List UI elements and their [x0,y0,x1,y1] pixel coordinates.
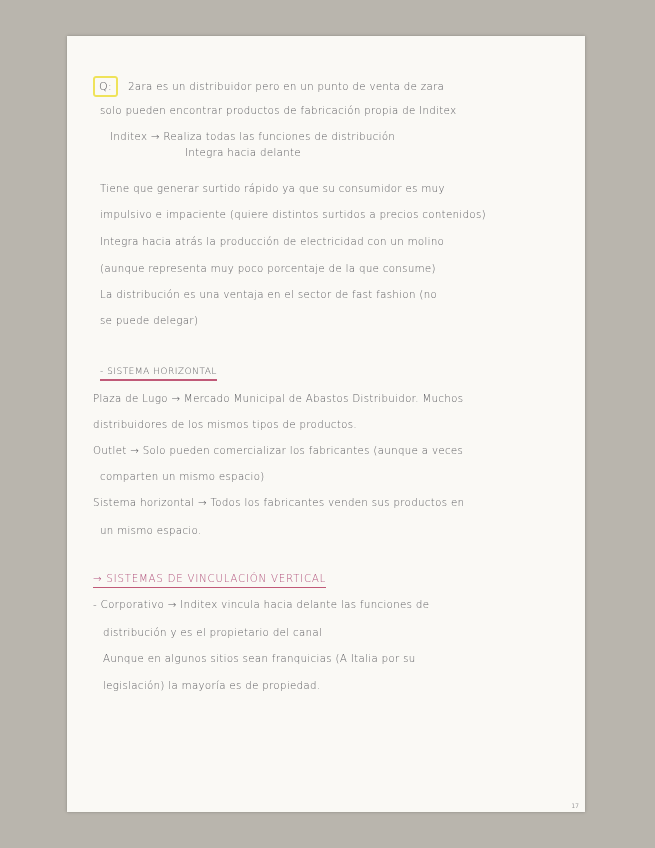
notebook-page [67,36,585,812]
section-heading-vertical: → SISTEMAS DE VINCULACIÓN VERTICAL [93,574,326,585]
note-line-9: La distribución es una ventaja en el sector de fast fashion (no [100,290,438,301]
vertical-line-2: distribución y es el propietario del canal [103,628,323,639]
horizontal-line-5: Sistema horizontal → Todos los fabricantes venden sus productos en [93,498,465,509]
note-line-3: Inditex → Realiza todas las funciones de distribución [110,132,396,143]
horizontal-line-1: Plaza de Lugo → Mercado Municipal de Abastos Distribuidor. Muchos [93,394,464,405]
horizontal-line-3: Outlet → Solo pueden comercializar los fabricantes (aunque a veces [93,446,464,457]
vertical-line-1: - Corporativo → Inditex vincula hacia delante las funciones de [93,600,430,611]
section-heading-horizontal: - SISTEMA HORIZONTAL [100,366,217,377]
note-line-2: solo pueden encontrar productos de fabricación propia de Inditex [100,106,457,117]
question-label: Q: [93,76,118,97]
vertical-line-3: Aunque en algunos sitios sean franquicias (A Italia por su [103,654,416,665]
horizontal-line-6: un mismo espacio. [100,526,202,537]
note-line-7: Integra hacia atrás la producción de electricidad con un molino [100,237,445,248]
horizontal-line-2: distribuidores de los mismos tipos de productos. [93,420,358,431]
vertical-line-4: legislación) la mayoría es de propiedad. [103,681,321,692]
note-line-4: Integra hacia delante [185,148,301,159]
page-number: 17 [571,803,579,810]
note-line-5: Tiene que generar surtido rápido ya que su consumidor es muy [100,184,445,195]
note-line-1: Q: 2ara es un distribuidor pero en un punto de venta de zara [93,76,444,97]
note-line-8: (aunque representa muy poco porcentaje de la que consume) [100,264,436,275]
note-line-10: se puede delegar) [100,316,199,327]
note-line-6: impulsivo e impaciente (quiere distintos surtidos a precios contenidos) [100,210,486,221]
horizontal-line-4: comparten un mismo espacio) [100,472,265,483]
